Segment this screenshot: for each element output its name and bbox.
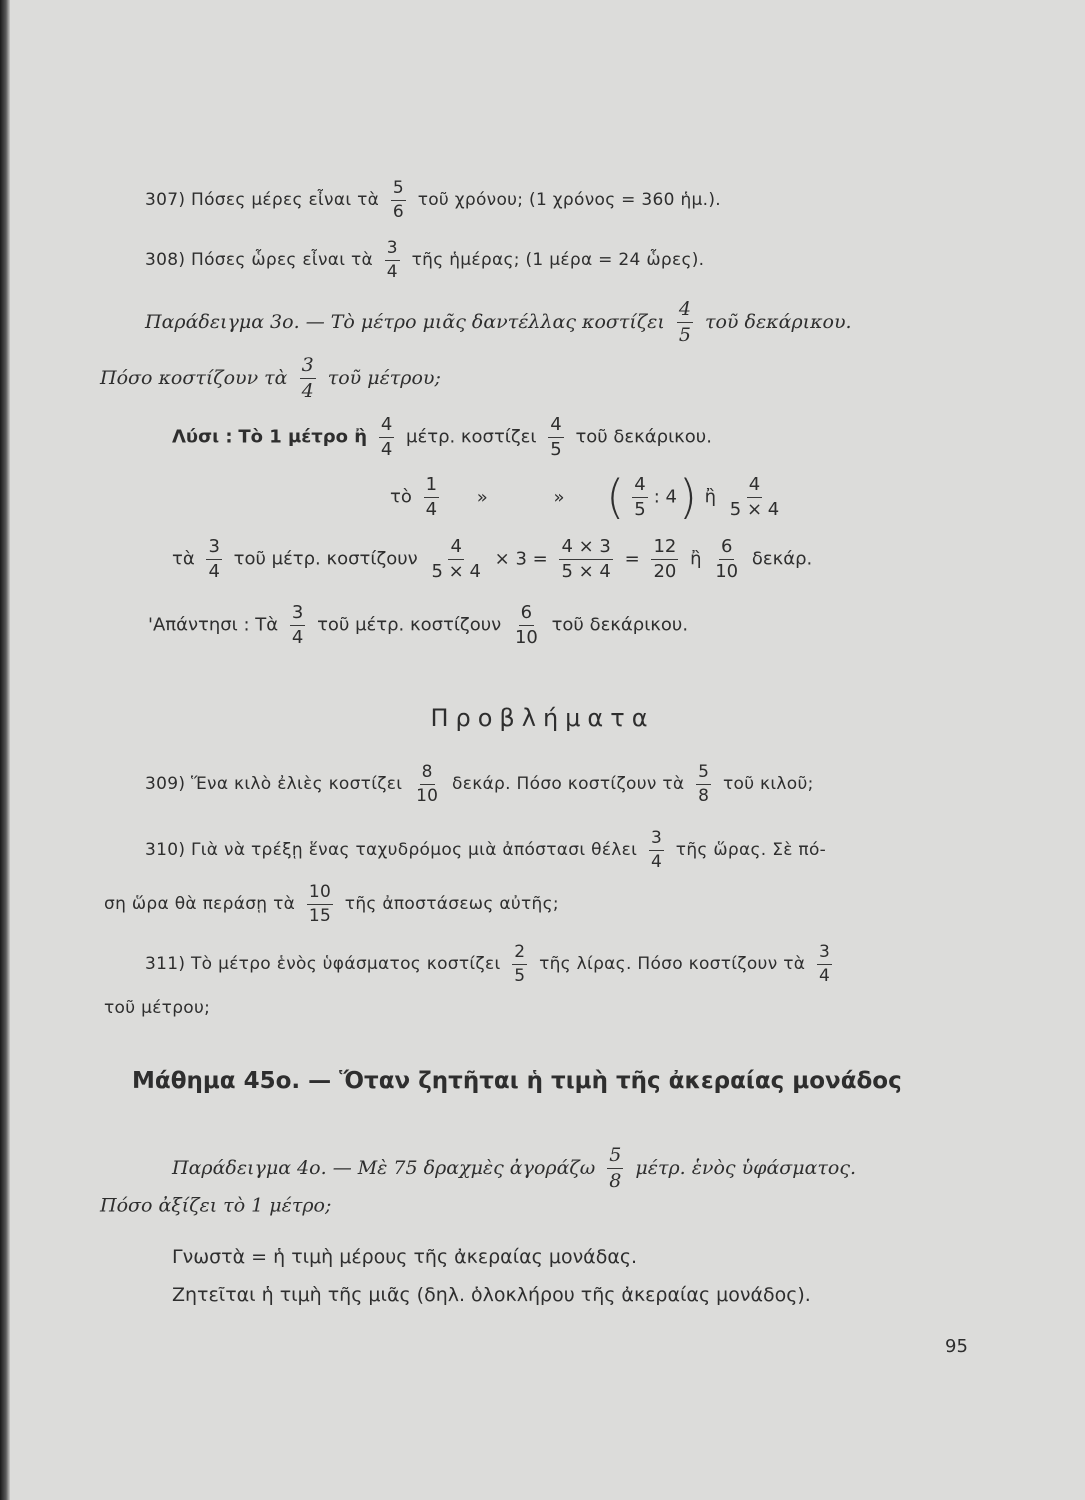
fraction: $\frac{4}{5}$ [678,298,691,346]
sought-line: Ζητεῖται ἡ τιμὴ τῆς μιᾶς (δηλ. ὁλοκλήρου τῆς ἀκεραίας μονάδος). [172,1284,811,1306]
example-3 [0,300,1085,345]
fraction: $\frac{12}{20}$ [653,536,677,582]
fraction: $\frac{4}{4}$ [380,414,393,460]
example-4-question: Πόσο ἀξίζει τὸ 1 μέτρο; [100,1194,332,1217]
solution-line-3: τὰ $\frac{3}{4}$ τοῦ μέτρ. κοστίζουν $\frac{4}{5 \times 4}$ × 3 = $\frac{4 \times 3}{5 \times 4}$ = $\frac{12}{20}$ ἢ $\frac{6}{10}$ δεκάρ. [172,536,813,582]
problems-heading: Προβλήματα [430,704,655,732]
fraction: $\frac{2}{5}$ [514,942,526,986]
example-text: τοῦ δεκάρικου. [704,311,852,333]
fraction: $\frac{10}{15}$ [308,882,332,926]
example-4: Παράδειγμα 4ο. — Μὲ 75 δραχμὲς ἀγοράζω $\frac{5}{8}$ μέτρ. ἑνὸς ὑφάσματος. [172,1144,857,1192]
problem-310: 310) Γιὰ νὰ τρέξῃ ἕνας ταχυδρόμος μιὰ ἀπόστασι θέλει $\frac{3}{4}$ τῆς ὥρας. Σὲ πό- [145,828,827,872]
fraction: $\frac{3}{4}$ [818,942,831,986]
example-label: Παράδειγμα 4ο. [172,1157,327,1179]
fraction: $\frac{3}{4}$ [650,828,663,872]
problem-text: 307) Πόσες μέρες εἶναι τὰ [145,190,380,210]
fraction: $\frac{3}{4}$ [386,238,398,282]
fraction: $\frac{3}{4}$ [208,536,220,582]
solution-line-1: Λύσι : Τὸ 1 μέτρο ἢ $\frac{4}{4}$ μέτρ. κοστίζει $\frac{4}{5}$ τοῦ δεκάρικου. [172,414,712,460]
problem-309: 309) Ἕνα κιλὸ ἐλιὲς κοστίζει $\frac{8}{10}$ δεκάρ. Πόσο κοστίζουν τὰ $\frac{5}{8}$ τοῦ κιλοῦ; [145,762,814,806]
fraction: $\frac{6}{10}$ [715,536,739,582]
problem-308 [0,240,1085,281]
right-paren: ) [678,469,697,524]
left-paren: ( [606,469,625,524]
fraction: $\frac{3}{4}$ [301,354,314,402]
problem-text: τῆς ἡμέρας; (1 μέρα = 24 ὧρες). [411,250,705,270]
problem-310-continued: ση ὥρα θὰ περάσῃ τὰ $\frac{10}{15}$ τῆς ἀποστάσεως αὐτῆς; [104,882,559,926]
problem-text: τοῦ χρόνου; (1 χρόνος = 360 ἡμ.). [417,190,722,210]
fraction: $\frac{4}{5}$ [550,414,562,460]
book-spine-shadow [0,0,10,1500]
example-label: Παράδειγμα 3ο. [145,311,300,333]
fraction: $\frac{4 \times 3}{5 \times 4}$ [561,536,611,582]
problem-311: 311) Τὸ μέτρο ἑνὸς ὑφάσματος κοστίζει $\frac{2}{5}$ τῆς λίρας. Πόσο κοστίζουν τὰ $\frac{3}{4}$ [145,942,831,986]
fraction: $\frac{4}{5 \times 4}$ [431,536,481,582]
problem-307 [0,180,1085,221]
fraction: $\frac{5}{8}$ [698,762,710,806]
known-line: Γνωστὰ = ἡ τιμὴ μέρους τῆς ἀκεραίας μονάδας. [172,1246,638,1268]
fraction: $\frac{5}{6}$ [392,178,404,222]
fraction: $\frac{4}{5 \times 4}$ [729,474,780,520]
fraction: $\frac{8}{10}$ [416,762,439,806]
page-number: 95 [945,1336,968,1357]
problem-311-continued: τοῦ μέτρου; [104,998,211,1018]
answer-label: 'Απάντησι : [148,614,250,636]
solution-label: Λύσι : [172,426,233,448]
fraction: $\frac{4}{5}$ [634,474,646,520]
answer-line: 'Απάντησι : Τὰ $\frac{3}{4}$ τοῦ μέτρ. κοστίζουν $\frac{6}{10}$ τοῦ δεκάρικου. [148,602,689,648]
lesson-heading: Μάθημα 45ο. — Ὅταν ζητῆται ἡ τιμὴ τῆς ἀκεραίας μονάδος [132,1068,902,1094]
example-text: — Τὸ μέτρο μιᾶς δαντέλλας κοστίζει [305,311,665,333]
example-3-question: Πόσο κοστίζουν τὰ $\frac{3}{4}$ τοῦ μέτρου; [100,354,441,402]
fraction: $\frac{1}{4}$ [425,474,438,520]
fraction: $\frac{3}{4}$ [291,602,304,648]
problem-text: 308) Πόσες ὧρες εἶναι τὰ [145,250,374,270]
fraction: $\frac{5}{8}$ [609,1144,622,1192]
solution-line-2: τὸ $\frac{1}{4}$ » » ( $\frac{4}{5}$ : 4) ἢ $\frac{4}{5 \times 4}$ [390,469,780,524]
fraction: $\frac{6}{10}$ [514,602,538,648]
